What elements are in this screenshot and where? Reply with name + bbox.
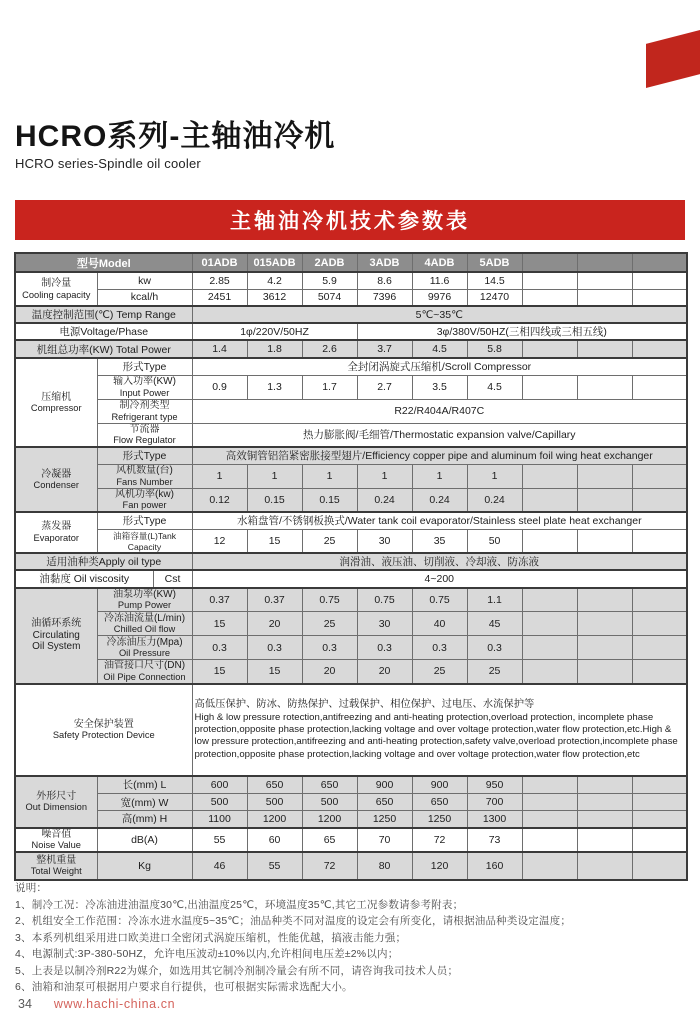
value-cell <box>632 776 687 794</box>
unit-label-kw: kw <box>97 272 192 289</box>
table-row <box>15 612 687 636</box>
value-cell <box>577 464 632 488</box>
label-cn: 输入功率(KW) <box>113 376 176 388</box>
value-cell: 2ADB <box>302 253 357 272</box>
value-cell: 0.15 <box>302 488 357 512</box>
value-cell: 35 <box>412 529 467 553</box>
value-cell <box>522 660 577 684</box>
table-row <box>15 423 687 447</box>
value-cell <box>632 488 687 512</box>
page-number: 34 <box>18 997 32 1011</box>
table-row <box>15 570 687 588</box>
value-cell: 9976 <box>412 289 467 306</box>
label-cn: 整机重量 <box>36 854 77 866</box>
safety-value-en: High & low pressure rotection,antifreezing and anti-heating protection,overload protection, incomplete phase protection,opposite phase protection,lacking voltage and over voltage protection,water flow protection,etc.High & low pressure protection,antifreezing and anti-heating protection,safety valve,overload protection,incomplete phase protection,opposite phase protection,lacking voltage and over voltage protection,water flow protection,etc <box>194 711 678 760</box>
note-line: 3、本系列机组采用进口欧美进口全密闭式涡旋压缩机，性能优越，搞液击能力强； <box>15 931 407 944</box>
evaporator-type-value: 水箱盘管/不锈钢板换式/Water tank coil evaporator/Stainless steel plate heat exchanger <box>192 512 687 529</box>
value-cell: 30 <box>357 612 412 636</box>
value-cell: 600 <box>192 776 247 794</box>
notes-block <box>15 880 571 996</box>
value-cell: 1300 <box>467 811 522 828</box>
page-header <box>15 120 335 171</box>
value-cell <box>577 340 632 358</box>
row-label-noise <box>15 828 97 852</box>
value-cell: 50 <box>467 529 522 553</box>
label-cn: 风机数量(台) <box>116 465 173 477</box>
label-en: Oil Pressure <box>118 648 171 659</box>
value-cell <box>522 612 577 636</box>
value-cell: 500 <box>247 794 302 811</box>
row-label-safety-device <box>15 684 192 776</box>
value-cell <box>577 612 632 636</box>
value-cell: 900 <box>357 776 412 794</box>
value-cell: 15 <box>192 612 247 636</box>
value-cell: 0.24 <box>357 488 412 512</box>
value-cell: 73 <box>467 828 522 852</box>
label-en: Noise Value <box>31 840 81 851</box>
value-cell: 15 <box>247 660 302 684</box>
value-cell: 25 <box>412 660 467 684</box>
table-row <box>15 272 687 289</box>
table-row <box>15 776 687 794</box>
value-cell: 72 <box>412 828 467 852</box>
table-row <box>15 358 687 375</box>
value-cell <box>632 289 687 306</box>
safety-value-cn: 高低压保护、防冰、防热保护、过载保护、相位保护、过电压、水流保护等 <box>194 699 535 711</box>
section-label-dimension <box>15 776 97 828</box>
note-line: 5、上表是以制冷剂R22为媒介，如选用其它制冷剂制冷量会有所不同，请咨询我司技术人员； <box>15 964 459 977</box>
table-row <box>15 464 687 488</box>
value-cell: 0.3 <box>467 636 522 660</box>
value-cell <box>577 660 632 684</box>
value-cell: 7396 <box>357 289 412 306</box>
note-line: 4、电源制式:3P-380-50HZ，允许电压波动±10%以内,允许相间电压差±2%以内； <box>15 948 399 961</box>
label-cn: 外形尺寸 <box>36 790 77 802</box>
value-cell: 15 <box>192 660 247 684</box>
table-row <box>15 447 687 464</box>
value-cell: 30 <box>357 529 412 553</box>
value-cell <box>632 375 687 399</box>
row-label-width: 宽(mm) W <box>97 794 192 811</box>
value-cell: 40 <box>412 612 467 636</box>
value-cell: 0.3 <box>412 636 467 660</box>
value-cell: 46 <box>192 852 247 880</box>
row-label-total-power: 机组总功率(KW) Total Power <box>15 340 192 358</box>
value-cell: 5074 <box>302 289 357 306</box>
label-cn: 节流器 <box>129 423 160 435</box>
value-cell <box>632 340 687 358</box>
value-cell: 0.15 <box>247 488 302 512</box>
value-cell: 1 <box>302 464 357 488</box>
value-cell: 4.2 <box>247 272 302 289</box>
value-cell: 0.3 <box>247 636 302 660</box>
value-cell: 72 <box>302 852 357 880</box>
row-label-compressor-type: 形式Type <box>97 358 192 375</box>
value-cell <box>522 811 577 828</box>
value-cell: 1.8 <box>247 340 302 358</box>
label-cn: 风机功率(kw) <box>115 488 174 500</box>
table-row <box>15 794 687 811</box>
value-cell: 14.5 <box>467 272 522 289</box>
label-cn: 冷冻油流量(L/min) <box>103 612 186 624</box>
value-cell <box>632 811 687 828</box>
row-label-voltage: 电源Voltage/Phase <box>15 323 192 340</box>
value-cell <box>522 776 577 794</box>
row-label-tank-capacity: 油箱容量(L)Tank Capacity <box>97 529 192 553</box>
value-cell <box>522 828 577 852</box>
value-cell: 500 <box>302 794 357 811</box>
label-en: Pump Power <box>117 600 172 611</box>
table-row <box>15 828 687 852</box>
row-label-flow-regulator <box>97 423 192 447</box>
voltage-three-phase: 3φ/380V/50HZ(三相四线或三相五线) <box>357 323 687 340</box>
value-cell: 8.6 <box>357 272 412 289</box>
value-cell: 20 <box>247 612 302 636</box>
label-en: Fan power <box>122 500 167 511</box>
value-cell <box>577 811 632 828</box>
value-cell: 4ADB <box>412 253 467 272</box>
label-cn: 制冷量 <box>41 278 72 290</box>
value-cell: 1.1 <box>467 588 522 612</box>
value-cell: 5ADB <box>467 253 522 272</box>
value-cell: 0.75 <box>302 588 357 612</box>
value-cell: 3.7 <box>357 340 412 358</box>
value-cell: 1100 <box>192 811 247 828</box>
row-label-temp-range: 温度控制范围(℃) Temp Range <box>15 306 192 323</box>
notes-title: 说明： <box>15 882 48 894</box>
noise-unit: dB(A) <box>97 828 192 852</box>
value-cell: 1 <box>192 464 247 488</box>
value-cell <box>632 588 687 612</box>
label-en: Condenser <box>33 480 79 491</box>
value-cell: 0.37 <box>247 588 302 612</box>
section-banner <box>15 200 685 240</box>
value-cell <box>577 636 632 660</box>
value-cell <box>522 272 577 289</box>
value-cell: 0.3 <box>357 636 412 660</box>
value-cell <box>632 852 687 880</box>
refrigerant-value: R22/R404A/R407C <box>192 399 687 423</box>
value-cell <box>522 253 577 272</box>
value-cell: 25 <box>467 660 522 684</box>
label-cn: 安全保护装置 <box>73 718 134 730</box>
table-row <box>15 323 687 340</box>
voltage-single-phase: 1φ/220V/50HZ <box>192 323 357 340</box>
section-label-circulating <box>15 588 97 684</box>
value-cell <box>632 660 687 684</box>
value-cell <box>522 289 577 306</box>
value-cell <box>632 612 687 636</box>
value-cell <box>577 529 632 553</box>
value-cell: 5.9 <box>302 272 357 289</box>
value-cell: 45 <box>467 612 522 636</box>
value-cell: 80 <box>357 852 412 880</box>
label-en: Flow Regulator <box>113 435 176 446</box>
label-cn: 油管接口尺寸(DN) <box>103 660 186 672</box>
value-cell: 2.7 <box>357 375 412 399</box>
value-cell: 3ADB <box>357 253 412 272</box>
value-cell: 01ADB <box>192 253 247 272</box>
value-cell: 0.9 <box>192 375 247 399</box>
page-title: HCRO系列-主轴油冷机 <box>15 120 336 153</box>
section-label-evaporator <box>15 512 97 553</box>
value-cell: 65 <box>302 828 357 852</box>
value-cell: 15 <box>247 529 302 553</box>
row-label-pipe-connection <box>97 660 192 684</box>
row-label-refrigerant <box>97 399 192 423</box>
table-row <box>15 684 687 776</box>
table-row <box>15 375 687 399</box>
note-line: 1、制冷工况：冷冻油进油温度30℃,出油温度25℃，环境温度35℃,其它工况参数请参考附表； <box>15 898 464 911</box>
row-label-evaporator-type: 形式Type <box>97 512 192 529</box>
value-cell: 015ADB <box>247 253 302 272</box>
value-cell: 0.12 <box>192 488 247 512</box>
value-cell <box>577 488 632 512</box>
value-cell: 1200 <box>247 811 302 828</box>
value-cell <box>522 588 577 612</box>
row-label-fan-power <box>97 488 192 512</box>
label-en: Cooling capacity <box>22 289 91 300</box>
value-cell <box>632 794 687 811</box>
value-cell <box>632 529 687 553</box>
value-cell: 20 <box>302 660 357 684</box>
value-cell: 70 <box>357 828 412 852</box>
value-cell: 160 <box>467 852 522 880</box>
value-cell <box>577 289 632 306</box>
table-row <box>15 488 687 512</box>
condenser-type-value: 高效铜管铝箔紧密胀接型翅片/Efficiency copper pipe and aluminum foil wing heat exchanger <box>192 447 687 464</box>
spec-table <box>14 252 688 881</box>
value-cell: 1 <box>247 464 302 488</box>
label-en: Compressor <box>30 403 82 414</box>
value-cell: 3612 <box>247 289 302 306</box>
table-row <box>15 636 687 660</box>
temp-range-value: 5℃~35℃ <box>192 306 687 323</box>
row-label-length: 长(mm) L <box>97 776 192 794</box>
section-label-condenser <box>15 447 97 512</box>
label-en: Out Dimension <box>25 802 87 813</box>
label-cn: 噪音值 <box>41 828 72 840</box>
label-en: Oil Pipe Connection <box>103 671 186 682</box>
row-label-input-power <box>97 375 192 399</box>
value-cell: 0.75 <box>357 588 412 612</box>
table-row <box>15 529 687 553</box>
label-cn: 蒸发器 <box>41 521 72 533</box>
table-row <box>15 588 687 612</box>
table-row <box>15 399 687 423</box>
value-cell <box>632 253 687 272</box>
row-label-height: 高(mm) H <box>97 811 192 828</box>
value-cell: 25 <box>302 612 357 636</box>
value-cell: 0.3 <box>192 636 247 660</box>
corner-ribbon-decoration <box>646 30 700 88</box>
value-cell: 900 <box>412 776 467 794</box>
value-cell <box>632 636 687 660</box>
row-label-apply-oil: 适用油种类Apply oil type <box>15 553 192 570</box>
value-cell: 120 <box>412 852 467 880</box>
value-cell: 20 <box>357 660 412 684</box>
value-cell: 55 <box>192 828 247 852</box>
value-cell: 2451 <box>192 289 247 306</box>
row-label-pump-power <box>97 588 192 612</box>
value-cell: 1250 <box>412 811 467 828</box>
table-row <box>15 553 687 570</box>
label-en: Refrigerant type <box>111 411 178 422</box>
value-cell <box>577 375 632 399</box>
value-cell: 3.5 <box>412 375 467 399</box>
model-header-label: 型号Model <box>15 253 192 272</box>
value-cell <box>577 776 632 794</box>
label-cn: 冷冻油压力(Mpa) <box>106 636 183 648</box>
value-cell: 650 <box>247 776 302 794</box>
row-label-fans-number <box>97 464 192 488</box>
value-cell: 60 <box>247 828 302 852</box>
value-cell: 1.3 <box>247 375 302 399</box>
row-label-viscosity: 油黏度 Oil viscosity <box>15 570 153 588</box>
value-cell: 55 <box>247 852 302 880</box>
value-cell <box>522 340 577 358</box>
row-label-chilled-oil-flow <box>97 612 192 636</box>
value-cell: 1.4 <box>192 340 247 358</box>
viscosity-value: 4~200 <box>192 570 687 588</box>
weight-unit: Kg <box>97 852 192 880</box>
value-cell <box>577 852 632 880</box>
note-line: 6、油箱和油泵可根据用户要求自行提供，也可根据实际需求选配大小。 <box>15 981 353 994</box>
value-cell <box>522 529 577 553</box>
value-cell: 12 <box>192 529 247 553</box>
value-cell: 0.3 <box>302 636 357 660</box>
page-footer <box>18 997 175 1011</box>
value-cell <box>577 794 632 811</box>
label-en: Chilled Oil flow <box>113 624 176 635</box>
value-cell <box>522 794 577 811</box>
safety-device-value <box>192 684 687 776</box>
table-row <box>15 306 687 323</box>
row-label-cooling-capacity <box>15 272 97 306</box>
label-en: Safety Protection Device <box>52 730 155 741</box>
table-row <box>15 253 687 272</box>
value-cell: 700 <box>467 794 522 811</box>
section-label-compressor <box>15 358 97 447</box>
value-cell <box>577 272 632 289</box>
value-cell <box>577 253 632 272</box>
label-en: Total Weight <box>30 866 82 877</box>
page-subtitle: HCRO series-Spindle oil cooler <box>15 156 201 171</box>
website-url: www.hachi-china.cn <box>53 997 176 1011</box>
value-cell: 1200 <box>302 811 357 828</box>
label-en: Fans Number <box>116 476 173 487</box>
value-cell: 2.85 <box>192 272 247 289</box>
value-cell: 0.75 <box>412 588 467 612</box>
row-label-weight <box>15 852 97 880</box>
value-cell: 650 <box>412 794 467 811</box>
label-en: Circulating <box>32 629 80 641</box>
table-row <box>15 340 687 358</box>
value-cell: 650 <box>302 776 357 794</box>
value-cell: 1 <box>467 464 522 488</box>
value-cell <box>577 588 632 612</box>
table-row <box>15 289 687 306</box>
viscosity-unit: Cst <box>153 570 192 588</box>
value-cell <box>577 828 632 852</box>
value-cell: 1 <box>412 464 467 488</box>
label-cn: 油循环系统 <box>31 618 82 630</box>
value-cell: 0.24 <box>412 488 467 512</box>
value-cell <box>632 464 687 488</box>
row-label-condenser-type: 形式Type <box>97 447 192 464</box>
label-cn: 制冷剂类型 <box>119 400 170 412</box>
label-cn: 冷凝器 <box>41 468 72 480</box>
value-cell: 4.5 <box>467 375 522 399</box>
value-cell: 650 <box>357 794 412 811</box>
value-cell: 1250 <box>357 811 412 828</box>
value-cell: 500 <box>192 794 247 811</box>
value-cell <box>632 272 687 289</box>
table-row <box>15 512 687 529</box>
value-cell: 12470 <box>467 289 522 306</box>
value-cell: 1.7 <box>302 375 357 399</box>
value-cell: 0.37 <box>192 588 247 612</box>
apply-oil-value: 润滑油、液压油、切削液、冷却液、防冻液 <box>192 553 687 570</box>
value-cell: 0.24 <box>467 488 522 512</box>
value-cell: 4.5 <box>412 340 467 358</box>
value-cell: 11.6 <box>412 272 467 289</box>
table-row <box>15 852 687 880</box>
note-line: 2、机组安全工作范围：冷冻水进水温度5~35℃；油品种类不同对温度的设定会有所变化，请根据油品种类设定温度； <box>15 915 572 928</box>
value-cell <box>522 375 577 399</box>
label-en: Evaporator <box>33 532 79 543</box>
value-cell: 5.8 <box>467 340 522 358</box>
flow-regulator-value: 热力膨胀阀/毛细管/Thermostatic expansion valve/Capillary <box>192 423 687 447</box>
row-label-oil-pressure <box>97 636 192 660</box>
value-cell <box>522 488 577 512</box>
value-cell: 2.6 <box>302 340 357 358</box>
table-row <box>15 811 687 828</box>
value-cell: 25 <box>302 529 357 553</box>
value-cell <box>632 828 687 852</box>
label-en: Input Power <box>119 387 170 398</box>
value-cell <box>522 636 577 660</box>
value-cell <box>522 464 577 488</box>
unit-label-kcal: kcal/h <box>97 289 192 306</box>
label-en: Oil System <box>32 641 81 653</box>
value-cell: 1 <box>357 464 412 488</box>
table-row <box>15 660 687 684</box>
compressor-type-value: 全封闭涡旋式压缩机/Scroll Compressor <box>192 358 687 375</box>
label-cn: 油泵功率(KW) <box>113 588 176 600</box>
label-cn: 压缩机 <box>41 391 72 403</box>
value-cell <box>522 852 577 880</box>
section-banner-title: 主轴油冷机技术参数表 <box>230 210 470 233</box>
value-cell: 950 <box>467 776 522 794</box>
